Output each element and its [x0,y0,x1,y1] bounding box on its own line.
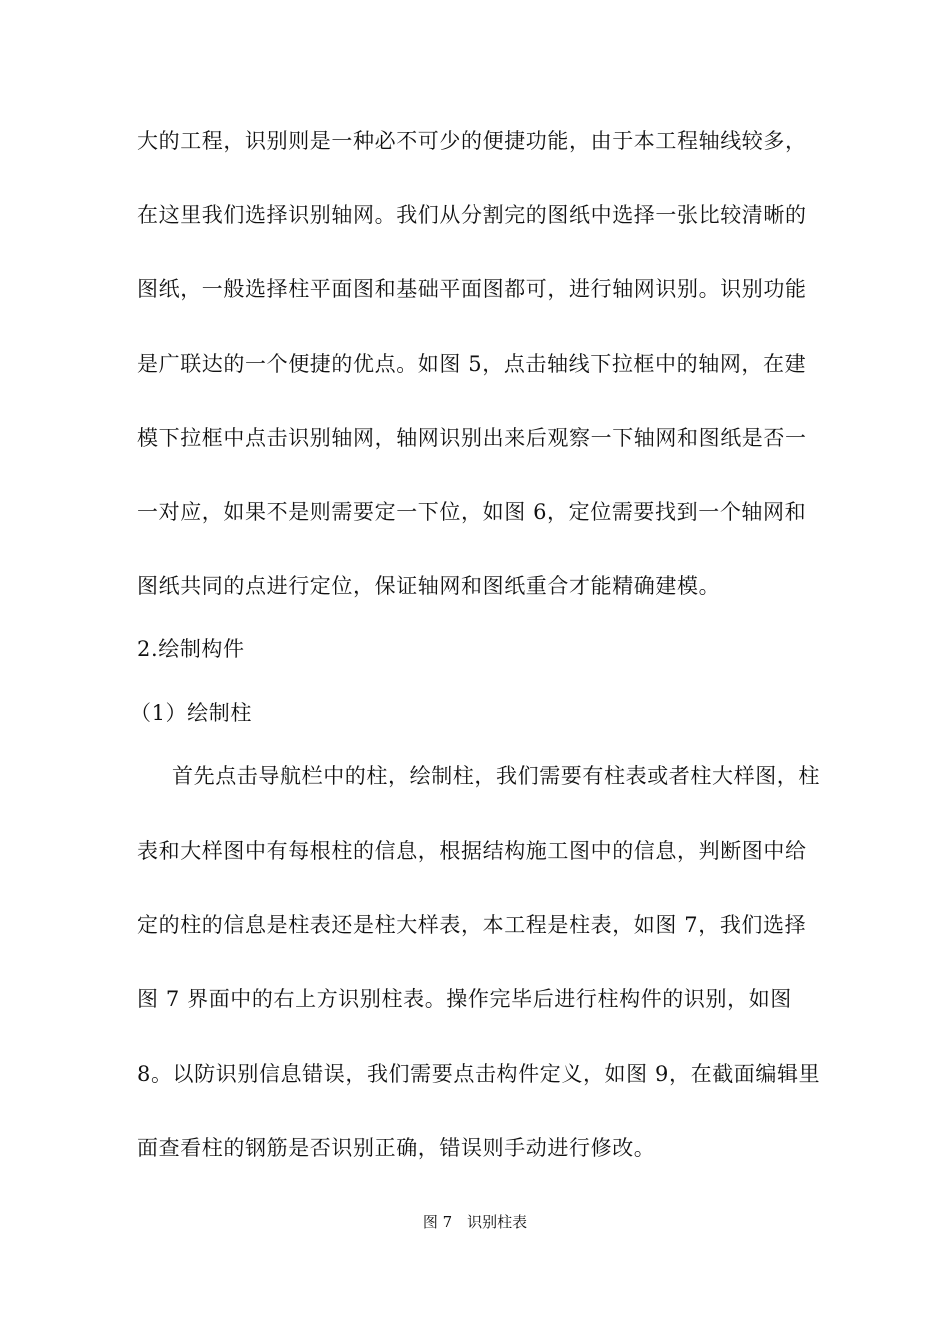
paragraph-line: 大的工程，识别则是一种必不可少的便捷功能，由于本工程轴线较多， [137,129,807,153]
paragraph-line: 一对应，如果不是则需要定一下位，如图 6，定位需要找到一个轴网和 [137,500,807,524]
paragraph-line: 8。以防识别信息错误，我们需要点击构件定义，如图 9，在截面编辑里 [137,1062,821,1086]
paragraph-line: 图 7 界面中的右上方识别柱表。操作完毕后进行柱构件的识别，如图 [137,987,792,1011]
paragraph-line: 模下拉框中点击识别轴网，轴网识别出来后观察一下轴网和图纸是否一 [137,426,807,450]
section-heading: 2.绘制构件 [137,637,245,661]
paragraph-line: 表和大样图中有每根柱的信息，根据结构施工图中的信息，判断图中给 [137,839,807,863]
paragraph-line: 是广联达的一个便捷的优点。如图 5，点击轴线下拉框中的轴网，在建 [137,352,807,376]
paragraph-line: 图纸，一般选择柱平面图和基础平面图都可，进行轴网识别。识别功能 [137,277,807,301]
paragraph-line: 面查看柱的钢筋是否识别正确，错误则手动进行修改。 [137,1136,656,1160]
figure-caption: 图 7 识别柱表 [422,1213,528,1231]
paragraph-line: 首先点击导航栏中的柱，绘制柱，我们需要有柱表或者柱大样图，柱 [172,764,820,788]
subsection-heading: （1）绘制柱 [130,701,252,725]
paragraph-line: 定的柱的信息是柱表还是柱大样表，本工程是柱表，如图 7，我们选择 [137,913,807,937]
paragraph-line: 图纸共同的点进行定位，保证轴网和图纸重合才能精确建模。 [137,574,721,598]
paragraph-line: 在这里我们选择识别轴网。我们从分割完的图纸中选择一张比较清晰的 [137,203,807,227]
